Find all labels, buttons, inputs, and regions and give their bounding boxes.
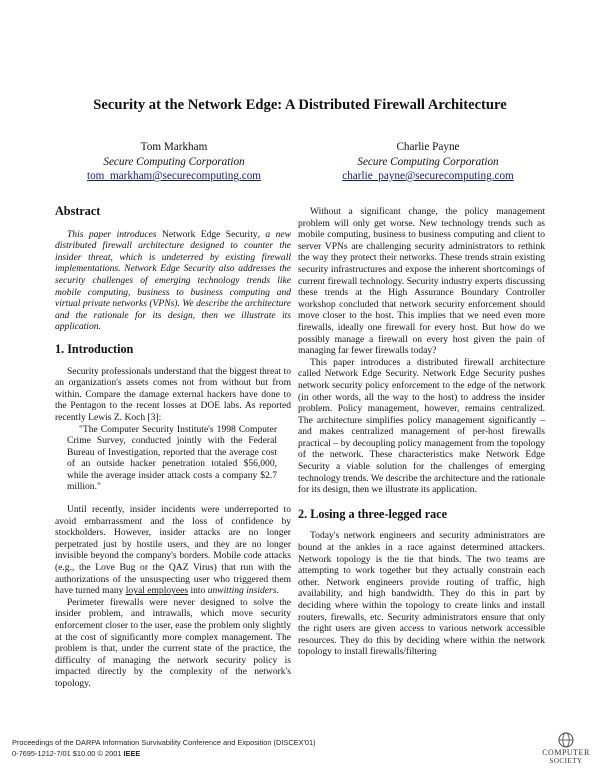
intro-paragraph: Security professionals understand that the biggest threat to an organization's assets comes not from without but from within. Compare the damage external hackers have done to the Pentagon to the recent losses at DOE labs. As reported recently Lewis Z. Koch [3]: <box>55 365 291 423</box>
computer-society-emblem-icon <box>557 732 575 748</box>
author-block-1 <box>54 140 294 184</box>
loyal-employees-link[interactable]: loyal employees <box>125 585 189 597</box>
intro-paragraph: Perimeter firewalls were never designed to solve the insider problem, and intrawalls, which move security enforcement closer to the user, ease the problem only slightly at the cost of significantly more complex management. The problem is that, under the current state of the practice, the difficulty of managing the network security policy is impacted directly by the complexity of the network's topology. <box>55 596 291 689</box>
body-paragraph: Without a significant change, the policy management problem will only get worse. New technology trends such as mobile computing, business to business computing and client to server VPNs are challenging security administrators to rethink the way they protect their networks. These trends strain existing security infrastructures and expose the inherent shortcomings of current firewall technology. Security industry experts discussing these trends at the High Assurance Boundary Controller workshop concluded that network security enforcement should move closer to the host. This implies that we need even more firewalls, ideally one firewall for every host. But how do we possibly manage a firewall on every host given the pain of managing far fewer firewalls today? <box>298 206 545 357</box>
abstract-heading: Abstract <box>55 204 101 218</box>
computer-society-logo <box>540 732 592 770</box>
left-column <box>55 206 291 690</box>
author-block-2 <box>308 140 548 184</box>
author-name: Tom Markham <box>140 141 208 153</box>
footer-line-2: 0-7695-1212-7/01 $10.00 © 2001 IEEE <box>12 748 141 758</box>
section-heading-three-legged-race: 2. Losing a three-legged race <box>298 506 448 521</box>
author-affiliation: Secure Computing Corporation <box>357 155 499 168</box>
footer-line-1: Proceedings of the DARPA Information Survivability Conference and Exposition (DISCEX'01) <box>12 738 316 747</box>
logo-text-computer: COMPUTER <box>542 748 590 757</box>
author-affiliation: Secure Computing Corporation <box>103 155 245 168</box>
right-column <box>298 206 545 658</box>
author-email-link[interactable]: charlie_payne@securecomputing.com <box>342 170 514 182</box>
intro-paragraph: Until recently, insider incidents were underreported to avoid embarrassment and the loss of confidence by stockholders. However, insider attacks are no longer perpetrated just by hostile users, and they are no longer invisible beyond the company's borders. Mobile code attacks (e.g., the Love Bug or the QAZ Virus) that run with the authorizations of the unsuspecting user who triggered them have turned many loyal employees into unwitting insiders. <box>55 504 291 597</box>
paper-title: Security at the Network Edge: A Distributed Firewall Architecture <box>93 97 507 113</box>
abstract-text: This paper introduces Network Edge Security, a new distributed firewall architecture designed to counter the insider threat, which is undeterred by existing firewall implementations. Network Edge Security also addresses the security challenges of emerging technology trends like mobile computing, business to business computing and virtual private networks (VPNs). We describe the architecture and the rationale for its design, then we illustrate its application. <box>55 228 292 333</box>
logo-text-society: SOCIETY <box>549 757 583 765</box>
author-name: Charlie Payne <box>396 141 460 153</box>
proceedings-footer <box>12 738 316 759</box>
intro-quote: "The Computer Security Institute's 1998 Computer Crime Survey, conducted jointly with the Federal Bureau of Investigation, reported that the average cost of an outside hacker penetration totaled $56,000, while the average insider attack costs a company $2.7 million." <box>67 423 277 493</box>
author-email-link[interactable]: tom_markham@securecomputing.com <box>86 170 262 182</box>
section-heading-introduction: 1. Introduction <box>55 341 134 356</box>
body-paragraph: This paper introduces a distributed firewall architecture called Network Edge Security. Network Edge Security pushes network security policy enforcement to the edge of the network (in other words, all the way to the host) to address the insider problem. Policy management, however, remains centralized. The architecture simplifies policy management significantly – and makes centralized management of per-host firewalls practical – by decoupling policy management from the topology of the network. These characteristics make Network Edge Security a viable solution for the challenges of emerging technology trends. We describe the architecture and the rationale for its design, then we illustrate its application. <box>298 356 545 496</box>
body-paragraph: Today's network engineers and security administrators are bound at the ankles in a race against determined attackers. Network topology is the tie that binds. The two teams are attempting to work together but they actually constrain each other. Network engineers provide routing of traffic, high availability, and high bandwidth. They do this in part by deciding where within the topology to create links and install routers, firewalls, etc. Security administrators ensure that only the right users are given access to various network accessible resources. They do this by deciding where within the network topology to install firewalls/filtering <box>298 530 545 658</box>
